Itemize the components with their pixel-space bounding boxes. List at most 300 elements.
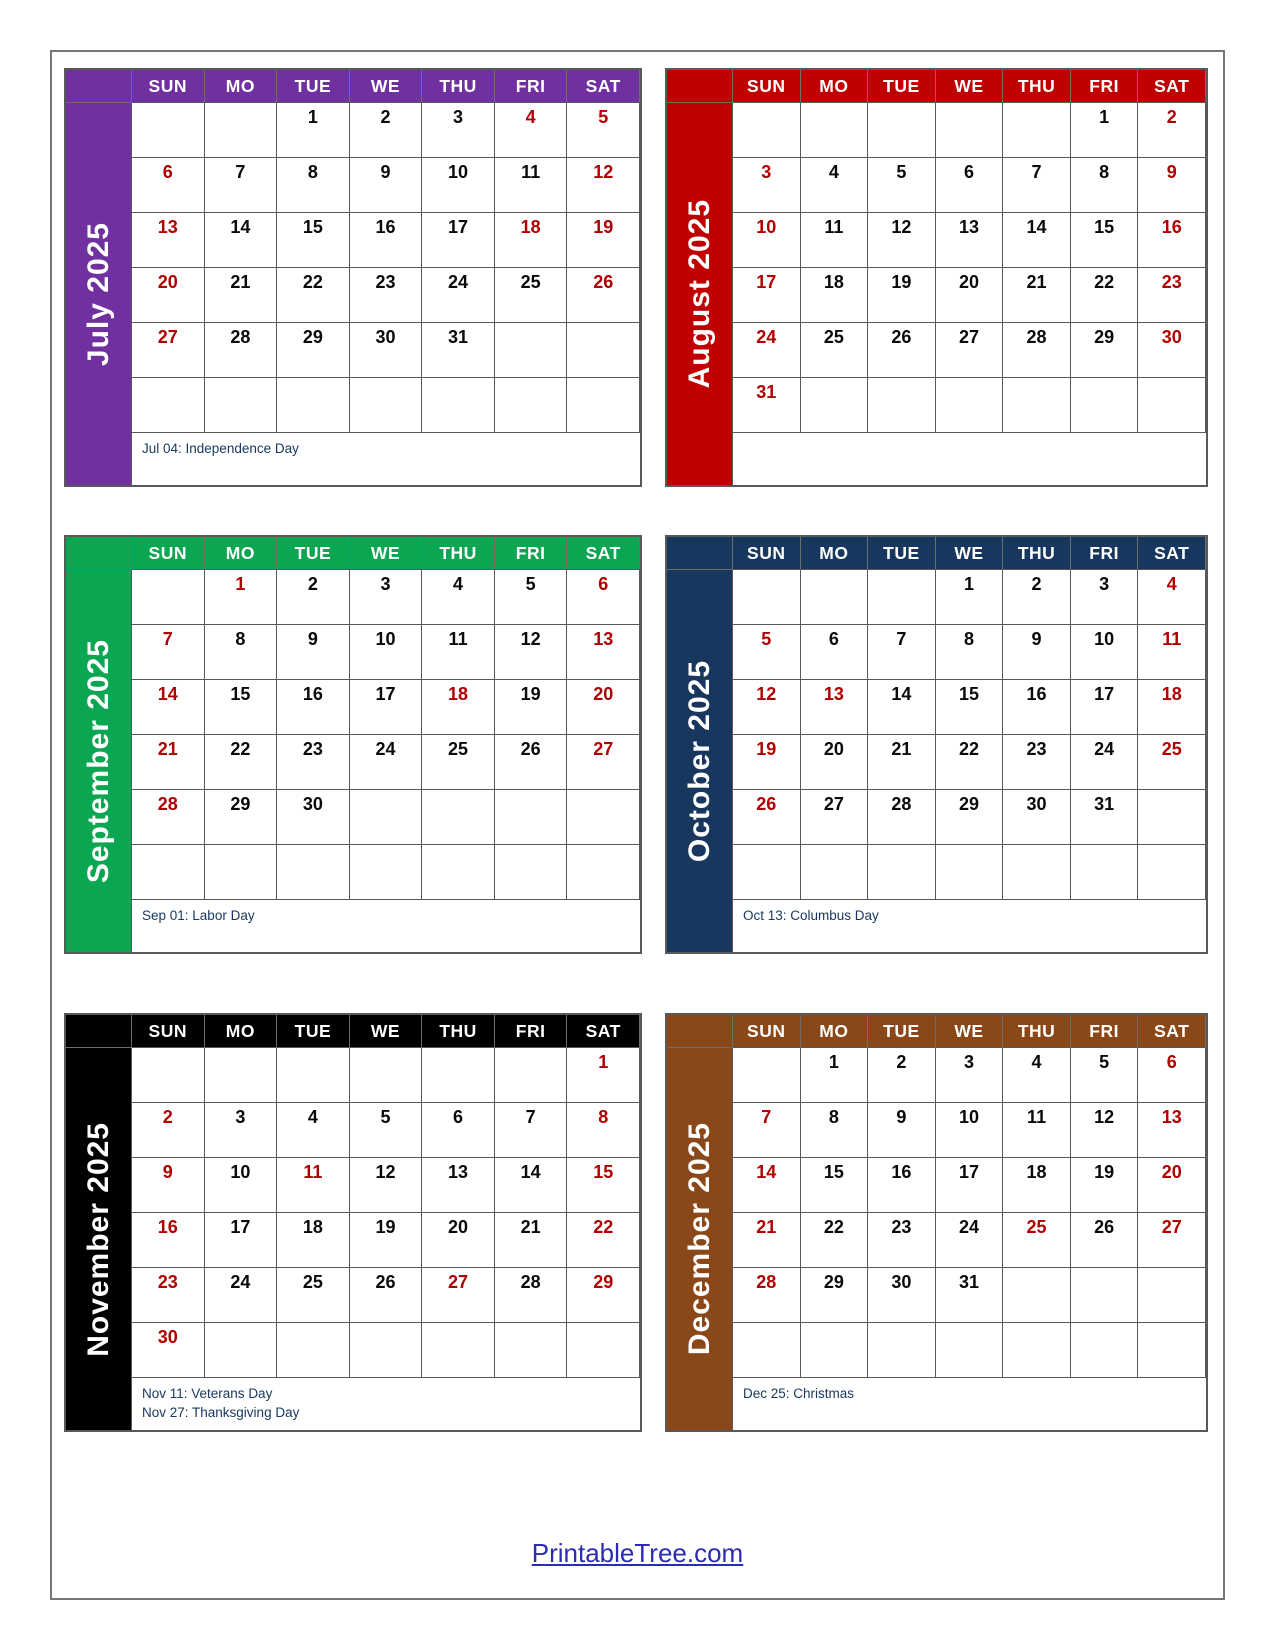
date-cell-empty bbox=[350, 1323, 423, 1378]
date-cell-empty bbox=[733, 570, 801, 625]
date-cell-27: 27 bbox=[567, 735, 640, 790]
date-cell-empty bbox=[277, 845, 350, 900]
date-cell-24: 24 bbox=[205, 1268, 278, 1323]
date-cell-1: 1 bbox=[1071, 103, 1139, 158]
date-cell-empty bbox=[495, 323, 568, 378]
date-cell-empty bbox=[205, 1048, 278, 1103]
date-cell-empty bbox=[1003, 1268, 1071, 1323]
date-cell-23: 23 bbox=[132, 1268, 205, 1323]
date-cell-21: 21 bbox=[205, 268, 278, 323]
day-header-tue: TUE bbox=[277, 70, 350, 103]
date-cell-empty bbox=[868, 570, 936, 625]
date-cell-31: 31 bbox=[733, 378, 801, 433]
date-cell-15: 15 bbox=[801, 1158, 869, 1213]
date-cell-6: 6 bbox=[1138, 1048, 1206, 1103]
date-cell-empty bbox=[495, 845, 568, 900]
date-cell-empty bbox=[205, 1323, 278, 1378]
day-header-we: WE bbox=[350, 537, 423, 570]
date-cell-empty bbox=[495, 378, 568, 433]
date-cell-22: 22 bbox=[277, 268, 350, 323]
date-cell-9: 9 bbox=[350, 158, 423, 213]
corner-cell bbox=[667, 70, 733, 103]
date-cell-empty bbox=[350, 378, 423, 433]
day-header-sun: SUN bbox=[132, 1015, 205, 1048]
date-cell-6: 6 bbox=[801, 625, 869, 680]
date-cell-2: 2 bbox=[277, 570, 350, 625]
date-cell-16: 16 bbox=[277, 680, 350, 735]
day-header-mo: MO bbox=[205, 1015, 278, 1048]
date-cell-6: 6 bbox=[422, 1103, 495, 1158]
date-cell-12: 12 bbox=[567, 158, 640, 213]
date-cell-empty bbox=[567, 845, 640, 900]
day-header-sat: SAT bbox=[567, 1015, 640, 1048]
date-cell-30: 30 bbox=[277, 790, 350, 845]
date-cell-26: 26 bbox=[567, 268, 640, 323]
date-cell-24: 24 bbox=[733, 323, 801, 378]
date-cell-8: 8 bbox=[277, 158, 350, 213]
date-cell-24: 24 bbox=[1071, 735, 1139, 790]
date-cell-2: 2 bbox=[1138, 103, 1206, 158]
date-cell-empty bbox=[1071, 1323, 1139, 1378]
date-cell-29: 29 bbox=[205, 790, 278, 845]
date-cell-12: 12 bbox=[868, 213, 936, 268]
date-cell-5: 5 bbox=[868, 158, 936, 213]
date-cell-31: 31 bbox=[1071, 790, 1139, 845]
date-cell-empty bbox=[567, 378, 640, 433]
date-cell-4: 4 bbox=[1138, 570, 1206, 625]
date-cell-26: 26 bbox=[350, 1268, 423, 1323]
date-cell-19: 19 bbox=[495, 680, 568, 735]
date-cell-14: 14 bbox=[132, 680, 205, 735]
corner-cell bbox=[66, 70, 132, 103]
date-cell-empty bbox=[733, 845, 801, 900]
date-cell-empty bbox=[1071, 845, 1139, 900]
date-cell-19: 19 bbox=[1071, 1158, 1139, 1213]
date-cell-21: 21 bbox=[132, 735, 205, 790]
month-block-november-2025 bbox=[64, 1013, 642, 1432]
date-cell-20: 20 bbox=[132, 268, 205, 323]
date-cell-13: 13 bbox=[801, 680, 869, 735]
date-cell-15: 15 bbox=[205, 680, 278, 735]
day-header-sat: SAT bbox=[567, 537, 640, 570]
date-cell-18: 18 bbox=[277, 1213, 350, 1268]
date-cell-13: 13 bbox=[936, 213, 1004, 268]
date-cell-12: 12 bbox=[350, 1158, 423, 1213]
date-cell-26: 26 bbox=[733, 790, 801, 845]
date-cell-18: 18 bbox=[801, 268, 869, 323]
month-title: October 2025 bbox=[682, 659, 716, 863]
date-cell-20: 20 bbox=[1138, 1158, 1206, 1213]
date-cell-empty bbox=[936, 1323, 1004, 1378]
month-sidebar bbox=[66, 103, 132, 485]
date-cell-empty bbox=[567, 1323, 640, 1378]
date-cell-22: 22 bbox=[1071, 268, 1139, 323]
date-cell-8: 8 bbox=[801, 1103, 869, 1158]
date-cell-empty bbox=[1138, 1323, 1206, 1378]
date-cell-empty bbox=[936, 378, 1004, 433]
day-header-mo: MO bbox=[801, 1015, 869, 1048]
date-cell-30: 30 bbox=[350, 323, 423, 378]
date-cell-25: 25 bbox=[277, 1268, 350, 1323]
holiday-notes bbox=[132, 1378, 640, 1430]
date-cell-5: 5 bbox=[350, 1103, 423, 1158]
date-cell-30: 30 bbox=[1003, 790, 1071, 845]
date-cell-29: 29 bbox=[1071, 323, 1139, 378]
date-cell-3: 3 bbox=[350, 570, 423, 625]
day-header-mo: MO bbox=[801, 537, 869, 570]
date-cell-23: 23 bbox=[350, 268, 423, 323]
date-cell-empty bbox=[733, 103, 801, 158]
holiday-note: Nov 27: Thanksgiving Day bbox=[142, 1405, 300, 1420]
date-cell-empty bbox=[868, 103, 936, 158]
date-cell-16: 16 bbox=[1003, 680, 1071, 735]
date-cell-22: 22 bbox=[205, 735, 278, 790]
day-header-tue: TUE bbox=[868, 70, 936, 103]
date-cell-empty bbox=[132, 378, 205, 433]
holiday-notes bbox=[733, 433, 1206, 485]
date-cell-20: 20 bbox=[422, 1213, 495, 1268]
date-cell-2: 2 bbox=[350, 103, 423, 158]
date-cell-13: 13 bbox=[1138, 1103, 1206, 1158]
date-cell-21: 21 bbox=[1003, 268, 1071, 323]
date-cell-15: 15 bbox=[936, 680, 1004, 735]
day-header-sun: SUN bbox=[132, 70, 205, 103]
date-cell-28: 28 bbox=[205, 323, 278, 378]
holiday-note: Sep 01: Labor Day bbox=[142, 908, 255, 923]
date-cell-2: 2 bbox=[868, 1048, 936, 1103]
date-cell-27: 27 bbox=[132, 323, 205, 378]
holiday-notes bbox=[132, 900, 640, 952]
date-cell-27: 27 bbox=[801, 790, 869, 845]
date-cell-24: 24 bbox=[350, 735, 423, 790]
date-cell-13: 13 bbox=[132, 213, 205, 268]
month-block-december-2025 bbox=[665, 1013, 1208, 1432]
date-cell-11: 11 bbox=[801, 213, 869, 268]
date-cell-23: 23 bbox=[868, 1213, 936, 1268]
date-cell-9: 9 bbox=[277, 625, 350, 680]
date-cell-11: 11 bbox=[1003, 1103, 1071, 1158]
date-cell-10: 10 bbox=[733, 213, 801, 268]
holiday-note: Nov 11: Veterans Day bbox=[142, 1386, 273, 1401]
day-header-thu: THU bbox=[1003, 1015, 1071, 1048]
day-header-fri: FRI bbox=[1071, 1015, 1139, 1048]
date-cell-19: 19 bbox=[733, 735, 801, 790]
date-cell-empty bbox=[1003, 1323, 1071, 1378]
date-cell-11: 11 bbox=[422, 625, 495, 680]
day-header-sun: SUN bbox=[733, 70, 801, 103]
date-cell-9: 9 bbox=[1003, 625, 1071, 680]
date-cell-10: 10 bbox=[422, 158, 495, 213]
day-header-fri: FRI bbox=[495, 70, 568, 103]
date-cell-16: 16 bbox=[132, 1213, 205, 1268]
day-header-tue: TUE bbox=[277, 1015, 350, 1048]
day-header-we: WE bbox=[350, 1015, 423, 1048]
date-cell-25: 25 bbox=[422, 735, 495, 790]
date-cell-10: 10 bbox=[350, 625, 423, 680]
date-cell-21: 21 bbox=[868, 735, 936, 790]
date-cell-24: 24 bbox=[936, 1213, 1004, 1268]
date-cell-1: 1 bbox=[205, 570, 278, 625]
day-header-mo: MO bbox=[205, 70, 278, 103]
date-cell-19: 19 bbox=[350, 1213, 423, 1268]
date-cell-30: 30 bbox=[132, 1323, 205, 1378]
date-cell-empty bbox=[277, 1323, 350, 1378]
date-cell-empty bbox=[422, 1048, 495, 1103]
date-cell-1: 1 bbox=[567, 1048, 640, 1103]
date-cell-2: 2 bbox=[1003, 570, 1071, 625]
date-cell-14: 14 bbox=[733, 1158, 801, 1213]
date-cell-8: 8 bbox=[1071, 158, 1139, 213]
date-cell-empty bbox=[350, 1048, 423, 1103]
day-header-tue: TUE bbox=[277, 537, 350, 570]
date-cell-26: 26 bbox=[495, 735, 568, 790]
date-cell-6: 6 bbox=[567, 570, 640, 625]
date-cell-empty bbox=[1138, 378, 1206, 433]
date-cell-14: 14 bbox=[868, 680, 936, 735]
date-cell-15: 15 bbox=[567, 1158, 640, 1213]
date-cell-25: 25 bbox=[1003, 1213, 1071, 1268]
date-cell-17: 17 bbox=[205, 1213, 278, 1268]
date-cell-empty bbox=[936, 845, 1004, 900]
date-cell-empty bbox=[1071, 1268, 1139, 1323]
date-cell-empty bbox=[1138, 790, 1206, 845]
month-sidebar bbox=[667, 1048, 733, 1430]
date-cell-7: 7 bbox=[868, 625, 936, 680]
date-cell-empty bbox=[495, 790, 568, 845]
month-title: August 2025 bbox=[682, 199, 716, 389]
day-header-thu: THU bbox=[422, 1015, 495, 1048]
month-sidebar bbox=[667, 570, 733, 952]
corner-cell bbox=[66, 537, 132, 570]
date-cell-17: 17 bbox=[1071, 680, 1139, 735]
holiday-notes bbox=[733, 1378, 1206, 1430]
date-cell-14: 14 bbox=[1003, 213, 1071, 268]
date-cell-empty bbox=[567, 323, 640, 378]
date-cell-17: 17 bbox=[422, 213, 495, 268]
date-cell-empty bbox=[422, 1323, 495, 1378]
date-cell-empty bbox=[132, 1048, 205, 1103]
holiday-note: Dec 25: Christmas bbox=[743, 1386, 855, 1401]
date-cell-12: 12 bbox=[1071, 1103, 1139, 1158]
date-cell-22: 22 bbox=[567, 1213, 640, 1268]
date-cell-9: 9 bbox=[868, 1103, 936, 1158]
month-title: July 2025 bbox=[81, 221, 115, 367]
date-cell-empty bbox=[567, 790, 640, 845]
date-cell-25: 25 bbox=[801, 323, 869, 378]
date-cell-30: 30 bbox=[868, 1268, 936, 1323]
date-cell-5: 5 bbox=[1071, 1048, 1139, 1103]
date-cell-empty bbox=[277, 1048, 350, 1103]
date-cell-4: 4 bbox=[1003, 1048, 1071, 1103]
date-cell-empty bbox=[422, 378, 495, 433]
date-cell-31: 31 bbox=[936, 1268, 1004, 1323]
day-header-we: WE bbox=[936, 70, 1004, 103]
day-header-sun: SUN bbox=[733, 1015, 801, 1048]
date-cell-30: 30 bbox=[1138, 323, 1206, 378]
month-title: November 2025 bbox=[81, 1121, 115, 1357]
holiday-notes bbox=[733, 900, 1206, 952]
date-cell-empty bbox=[495, 1048, 568, 1103]
date-cell-empty bbox=[1003, 378, 1071, 433]
day-header-sat: SAT bbox=[1138, 537, 1206, 570]
date-cell-11: 11 bbox=[495, 158, 568, 213]
date-cell-empty bbox=[277, 378, 350, 433]
date-cell-17: 17 bbox=[350, 680, 423, 735]
date-cell-empty bbox=[1071, 378, 1139, 433]
date-cell-29: 29 bbox=[801, 1268, 869, 1323]
date-cell-4: 4 bbox=[495, 103, 568, 158]
month-block-september-2025 bbox=[64, 535, 642, 954]
corner-cell bbox=[667, 1015, 733, 1048]
date-cell-18: 18 bbox=[1138, 680, 1206, 735]
day-header-fri: FRI bbox=[495, 1015, 568, 1048]
date-cell-23: 23 bbox=[277, 735, 350, 790]
day-header-sun: SUN bbox=[733, 537, 801, 570]
date-cell-29: 29 bbox=[567, 1268, 640, 1323]
date-cell-9: 9 bbox=[1138, 158, 1206, 213]
date-cell-1: 1 bbox=[801, 1048, 869, 1103]
date-cell-3: 3 bbox=[936, 1048, 1004, 1103]
month-sidebar bbox=[66, 1048, 132, 1430]
date-cell-empty bbox=[350, 790, 423, 845]
date-cell-13: 13 bbox=[567, 625, 640, 680]
month-sidebar bbox=[66, 570, 132, 952]
date-cell-14: 14 bbox=[205, 213, 278, 268]
date-cell-empty bbox=[205, 103, 278, 158]
month-sidebar bbox=[667, 103, 733, 485]
date-cell-8: 8 bbox=[936, 625, 1004, 680]
day-header-tue: TUE bbox=[868, 537, 936, 570]
date-cell-18: 18 bbox=[422, 680, 495, 735]
month-title: September 2025 bbox=[81, 638, 115, 884]
date-cell-31: 31 bbox=[422, 323, 495, 378]
date-cell-empty bbox=[422, 845, 495, 900]
day-header-sun: SUN bbox=[132, 537, 205, 570]
date-cell-29: 29 bbox=[277, 323, 350, 378]
date-cell-28: 28 bbox=[1003, 323, 1071, 378]
date-cell-11: 11 bbox=[1138, 625, 1206, 680]
date-cell-empty bbox=[733, 1048, 801, 1103]
date-cell-empty bbox=[801, 1323, 869, 1378]
day-header-thu: THU bbox=[422, 70, 495, 103]
date-cell-5: 5 bbox=[567, 103, 640, 158]
date-cell-empty bbox=[936, 103, 1004, 158]
date-cell-empty bbox=[1138, 1268, 1206, 1323]
date-cell-15: 15 bbox=[277, 213, 350, 268]
date-cell-29: 29 bbox=[936, 790, 1004, 845]
day-header-sat: SAT bbox=[1138, 70, 1206, 103]
day-header-mo: MO bbox=[801, 70, 869, 103]
date-cell-8: 8 bbox=[567, 1103, 640, 1158]
day-header-sat: SAT bbox=[567, 70, 640, 103]
date-cell-empty bbox=[205, 845, 278, 900]
holiday-notes bbox=[132, 433, 640, 485]
date-cell-23: 23 bbox=[1138, 268, 1206, 323]
date-cell-27: 27 bbox=[1138, 1213, 1206, 1268]
day-header-fri: FRI bbox=[1071, 70, 1139, 103]
date-cell-11: 11 bbox=[277, 1158, 350, 1213]
footer-link[interactable]: PrintableTree.com bbox=[531, 1538, 744, 1568]
holiday-note: Jul 04: Independence Day bbox=[142, 441, 299, 456]
day-header-sat: SAT bbox=[1138, 1015, 1206, 1048]
date-cell-7: 7 bbox=[205, 158, 278, 213]
footer bbox=[50, 1538, 1225, 1569]
date-cell-empty bbox=[733, 1323, 801, 1378]
day-header-thu: THU bbox=[422, 537, 495, 570]
date-cell-empty bbox=[132, 570, 205, 625]
date-cell-8: 8 bbox=[205, 625, 278, 680]
date-cell-26: 26 bbox=[1071, 1213, 1139, 1268]
date-cell-3: 3 bbox=[205, 1103, 278, 1158]
day-header-tue: TUE bbox=[868, 1015, 936, 1048]
date-cell-20: 20 bbox=[567, 680, 640, 735]
date-cell-21: 21 bbox=[733, 1213, 801, 1268]
date-cell-24: 24 bbox=[422, 268, 495, 323]
date-cell-5: 5 bbox=[495, 570, 568, 625]
date-cell-2: 2 bbox=[132, 1103, 205, 1158]
date-cell-12: 12 bbox=[495, 625, 568, 680]
date-cell-empty bbox=[801, 845, 869, 900]
date-cell-empty bbox=[1138, 845, 1206, 900]
date-cell-28: 28 bbox=[132, 790, 205, 845]
date-cell-5: 5 bbox=[733, 625, 801, 680]
date-cell-13: 13 bbox=[422, 1158, 495, 1213]
date-cell-14: 14 bbox=[495, 1158, 568, 1213]
month-block-july-2025 bbox=[64, 68, 642, 487]
day-header-thu: THU bbox=[1003, 537, 1071, 570]
date-cell-empty bbox=[801, 570, 869, 625]
date-cell-3: 3 bbox=[733, 158, 801, 213]
date-cell-22: 22 bbox=[936, 735, 1004, 790]
month-block-october-2025 bbox=[665, 535, 1208, 954]
date-cell-empty bbox=[801, 103, 869, 158]
date-cell-22: 22 bbox=[801, 1213, 869, 1268]
date-cell-1: 1 bbox=[936, 570, 1004, 625]
date-cell-19: 19 bbox=[567, 213, 640, 268]
date-cell-empty bbox=[868, 1323, 936, 1378]
date-cell-16: 16 bbox=[868, 1158, 936, 1213]
date-cell-1: 1 bbox=[277, 103, 350, 158]
month-title: December 2025 bbox=[682, 1122, 716, 1356]
date-cell-12: 12 bbox=[733, 680, 801, 735]
date-cell-6: 6 bbox=[936, 158, 1004, 213]
date-cell-empty bbox=[205, 378, 278, 433]
date-cell-empty bbox=[1003, 103, 1071, 158]
day-header-fri: FRI bbox=[495, 537, 568, 570]
date-cell-empty bbox=[801, 378, 869, 433]
date-cell-15: 15 bbox=[1071, 213, 1139, 268]
date-cell-empty bbox=[422, 790, 495, 845]
date-cell-7: 7 bbox=[733, 1103, 801, 1158]
date-cell-18: 18 bbox=[495, 213, 568, 268]
date-cell-20: 20 bbox=[936, 268, 1004, 323]
date-cell-21: 21 bbox=[495, 1213, 568, 1268]
date-cell-28: 28 bbox=[733, 1268, 801, 1323]
date-cell-7: 7 bbox=[132, 625, 205, 680]
date-cell-4: 4 bbox=[801, 158, 869, 213]
date-cell-25: 25 bbox=[1138, 735, 1206, 790]
date-cell-27: 27 bbox=[422, 1268, 495, 1323]
date-cell-6: 6 bbox=[132, 158, 205, 213]
date-cell-20: 20 bbox=[801, 735, 869, 790]
date-cell-16: 16 bbox=[1138, 213, 1206, 268]
month-block-august-2025 bbox=[665, 68, 1208, 487]
day-header-we: WE bbox=[936, 537, 1004, 570]
date-cell-9: 9 bbox=[132, 1158, 205, 1213]
date-cell-28: 28 bbox=[868, 790, 936, 845]
holiday-note: Oct 13: Columbus Day bbox=[743, 908, 879, 923]
corner-cell bbox=[66, 1015, 132, 1048]
